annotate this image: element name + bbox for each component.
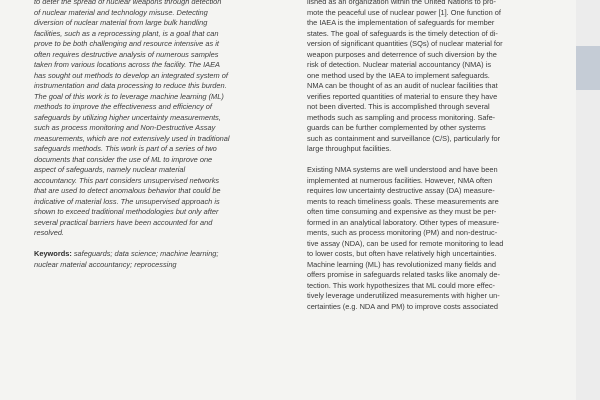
keywords-text-1: safeguards; data science; machine learning; (73, 249, 219, 258)
paragraph-line: NMA can be thought of as an audit of nuclear facilities that (307, 81, 498, 90)
abstract-line: to deter the spread of nuclear weapons through detection (34, 0, 222, 6)
paragraph-line: guards can be further complemented by other systems (307, 123, 486, 132)
keywords-line-1 (34, 249, 290, 260)
abstract-text (34, 0, 290, 239)
abstract-column (34, 0, 290, 400)
abstract-line: prove to be both challenging and resource intensive as it (34, 39, 219, 48)
abstract-line: shown to exceed traditional methodologies but only after (34, 207, 219, 216)
paragraph-line: implemented at numerous facilities. However, NMA often (307, 175, 493, 185)
paragraph-line: formed in an analytical laboratory. Other types of measure- (307, 217, 500, 227)
paragraph-line: states. The goal of safeguards is the timely detection of di- (307, 28, 498, 38)
paragraph-line: risk of detection. Nuclear material accountancy (NMA) is (307, 60, 492, 69)
paragraph-line: mote the peaceful use of nuclear power [1]. One function of (307, 7, 501, 17)
abstract-line: aspect of safeguards, namely nuclear material (34, 165, 186, 174)
keywords-line-2: nuclear material accountancy; reprocessing (34, 259, 177, 269)
paragraph-1 (307, 0, 569, 155)
spacer (34, 239, 290, 250)
paragraph-line: lished as an organization within the United Nations to pro- (307, 0, 496, 6)
paragraph-line: certainties (e.g. NDA and PM) to improve costs associated (307, 301, 499, 311)
abstract-line: The goal of this work is to leverage machine learning (ML) (34, 91, 224, 101)
abstract-line: has sought out methods to develop an integrated system of (34, 70, 228, 80)
abstract-line: taken from various locations across the facility. The IAEA (34, 60, 220, 69)
spacer (307, 155, 569, 166)
abstract-line: facilities, such as a reprocessing plant, is a goal that can (34, 28, 219, 38)
section-tab-marker (576, 46, 600, 90)
paragraph-line: tively leverage underutilized measurements with higher un- (307, 291, 500, 300)
paragraph-line: often time consuming and expensive as they must be per- (307, 207, 497, 216)
paragraph-2 (307, 165, 569, 312)
paragraph-line: tive assay (NDA), can be used for remote monitoring to lead (307, 238, 504, 248)
abstract-line: diversion of nuclear material from large bulk handling (34, 18, 208, 27)
paragraph-line: to lower costs, but often have relatively high uncertainties. (307, 249, 497, 258)
paragraph-line: ments to reach timeliness goals. These measurements are (307, 196, 499, 206)
paragraph-line: offers promise in safeguards related tasks like anomaly de- (307, 270, 500, 279)
paragraph-line: one method used by the IAEA to implement safeguards. (307, 70, 490, 80)
abstract-line: often requires destructive analysis of numerous samples (34, 49, 219, 59)
abstract-line: safeguards by utilizing higher uncertainty measurements, (34, 112, 221, 122)
abstract-line: several practical barriers have been accounted for and (34, 217, 213, 227)
abstract-line: accountancy. This part considers unsupervised networks (34, 175, 220, 185)
paragraph-line: Existing NMA systems are well understood and have been (307, 165, 498, 174)
paragraph-line: verifies reported quantities of material to ensure they have (307, 91, 498, 101)
abstract-line: documents that consider the use of ML to improve one (34, 154, 213, 164)
abstract-line: instrumentation and data processing to reduce this burden. (34, 81, 227, 90)
paragraph-line: not been diverted. This is accomplished through several (307, 102, 490, 111)
body-column (307, 0, 569, 400)
paragraph-line: such as containment and surveillance (C/S), particularly for (307, 133, 501, 143)
abstract-line: of nuclear material and technology misuse. Detecting (34, 7, 208, 17)
abstract-line: resolved. (34, 228, 64, 237)
paragraph-line: tection. This work hypothesizes that ML could more effec- (307, 280, 496, 290)
abstract-line: such as process monitoring and Non-Destructive Assay (34, 123, 216, 132)
paragraph-line: version of significant quantities (SQs) of nuclear material for (307, 39, 503, 48)
keywords-label: Keywords: (34, 249, 72, 258)
paragraph-line: Machine learning (ML) has revolutionized many fields and (307, 259, 496, 269)
paragraph-line: large throughput facilities. (307, 144, 392, 153)
abstract-line: safeguards methods. This work is part of a series of two (34, 144, 217, 153)
abstract-line: methods to improve the effectiveness and efficiency of (34, 102, 212, 111)
paragraph-line: methods such as sampling and process monitoring. Safe- (307, 112, 496, 122)
abstract-line: measurements, which are not extensively used in traditional (34, 133, 230, 143)
paragraph-line: ments, such as process monitoring (PM) and non-destruc- (307, 228, 498, 237)
abstract-line: indicative of material loss. The unsupervised approach is (34, 196, 220, 206)
abstract-line: that are used to detect anomalous behavior that could be (34, 186, 221, 195)
paragraph-line: weapon purposes and deterrence of such diversion by the (307, 49, 497, 59)
paragraph-line: the IAEA is the implementation of safeguards for member (307, 18, 495, 27)
paragraph-line: requires low uncertainty destructive assay (DA) measure- (307, 186, 495, 195)
